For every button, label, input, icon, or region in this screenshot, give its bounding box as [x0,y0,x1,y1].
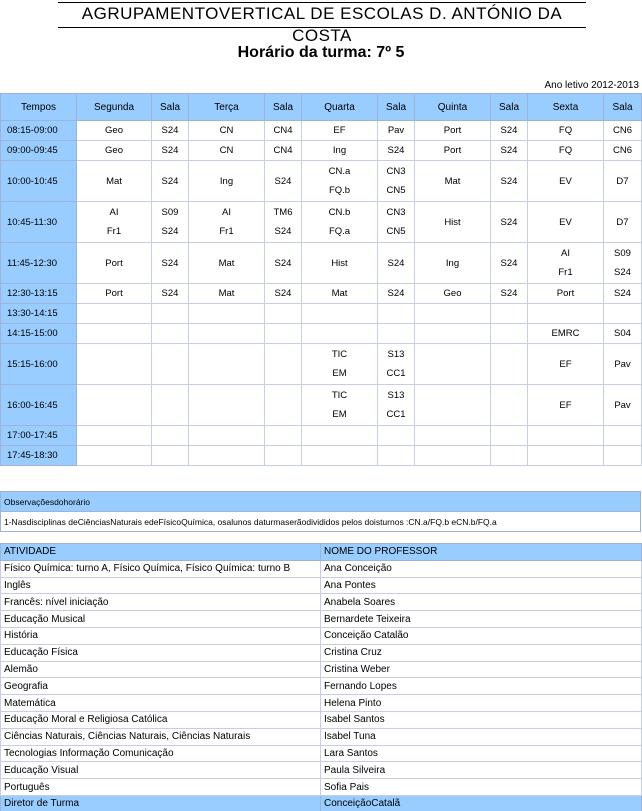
teacher-cell: Conceição Catalão [321,627,642,644]
subject-code: Port [443,145,462,156]
room-code: S24 [274,175,292,187]
teacher-row [1,745,642,762]
teacher-row [1,711,642,728]
room-cell [378,304,415,324]
room-code: CN6 [612,125,632,136]
room-cell [378,446,415,466]
room-code: CN5 [386,185,406,196]
subject-cell [302,344,378,385]
subject-code: Ing [445,257,460,269]
subject-code: AI [222,207,231,218]
subject-code: CN [219,145,234,156]
subject-cell [302,385,378,426]
subject-cell [528,304,604,324]
activity-cell: Ciências Naturais, Ciências Naturais, Ciências Naturais [1,728,321,745]
room-code: CN4 [273,145,293,156]
time-slot: 10:00-10:45 [1,161,77,202]
subject-code: EV [559,216,572,228]
subject-cell [77,385,152,426]
teacher-cell: Fernando Lopes [321,678,642,695]
room-cell [491,446,528,466]
column-header: Quinta [415,94,491,121]
time-slot: 08:15-09:00 [1,121,77,141]
subject-cell [189,344,265,385]
room-cell [604,304,642,324]
subject-cell [528,426,604,446]
time-slot: 09:00-09:45 [1,141,77,161]
subject-cell [77,243,152,284]
activity-cell: Alemão [1,661,321,678]
subject-cell [189,324,265,344]
subject-cell [189,284,265,304]
subject-code: Fr1 [219,226,234,237]
activity-cell: Educação Musical [1,611,321,628]
room-cell [152,426,189,446]
subject-cell [415,243,491,284]
subject-code: FQ [558,145,573,156]
room-cell [265,304,302,324]
subject-cell [302,141,378,161]
time-slot: 17:45-18:30 [1,446,77,466]
time-slot: 10:45-11:30 [1,202,77,243]
room-code: S24 [274,257,292,269]
subject-cell [528,161,604,202]
room-code: S24 [500,175,518,187]
teacher-cell: Paula Silveira [321,762,642,779]
teacher-cell: Isabel Santos [321,711,642,728]
subject-cell [528,385,604,426]
subject-cell [302,446,378,466]
room-cell [491,426,528,446]
subject-cell [528,284,604,304]
subject-cell [189,385,265,426]
room-cell [491,202,528,243]
time-slot: 17:00-17:45 [1,426,77,446]
column-header: Terça [189,94,265,121]
column-header: Sala [491,94,528,121]
room-code: S24 [161,125,179,136]
teacher-row [1,627,642,644]
room-cell [152,344,189,385]
subject-code: FQ.a [328,226,351,237]
subject-cell [415,121,491,141]
subject-cell [77,324,152,344]
subject-code: Ing [332,145,347,156]
subject-cell [528,446,604,466]
subject-cell [302,284,378,304]
room-cell [378,344,415,385]
time-slot: 16:00-16:45 [1,385,77,426]
room-code: CC1 [386,409,406,420]
room-code: S24 [500,257,518,269]
subject-code: Fr1 [106,226,122,237]
room-cell [604,284,642,304]
room-cell [378,243,415,284]
room-code: S24 [161,145,179,156]
room-cell [604,121,642,141]
room-code: S24 [500,145,518,156]
subject-code: Port [105,257,123,269]
teacher-cell: Cristina Cruz [321,644,642,661]
director-name: ConceiçãoCatalã [321,795,642,811]
room-code: CC1 [386,368,406,379]
subject-code: AI [561,248,570,259]
subject-code: Port [105,288,123,299]
teacher-row [1,611,642,628]
room-code: S24 [614,267,631,278]
room-code: S04 [614,328,631,339]
room-cell [265,385,302,426]
subject-cell [302,161,378,202]
room-cell [491,324,528,344]
room-cell [265,121,302,141]
teacher-row [1,644,642,661]
schedule-row [1,141,642,161]
page-title: Horário da turma: 7º 5 [237,44,405,61]
subject-code: EV [559,175,572,187]
subject-code: Geo [443,288,462,299]
subject-code: EM [332,368,347,379]
observations-title: Observaçõesdohorário [1,492,641,512]
subject-cell [415,304,491,324]
room-cell [152,324,189,344]
teacher-header: NOME DO PROFESSOR [321,544,642,561]
subject-cell [415,141,491,161]
teacher-row [1,577,642,594]
subject-cell [77,141,152,161]
teacher-cell: Isabel Tuna [321,728,642,745]
room-cell [491,243,528,284]
subject-cell [302,304,378,324]
activity-cell: Geografia [1,678,321,695]
subject-cell [189,141,265,161]
subject-cell [189,121,265,141]
room-cell [491,304,528,324]
subject-cell [528,121,604,141]
subject-code: Hist [444,216,461,228]
room-cell [152,243,189,284]
room-cell [604,141,642,161]
time-slot: 14:15-15:00 [1,324,77,344]
room-code: S24 [387,145,405,156]
subject-cell [528,141,604,161]
subject-code: Mat [218,288,235,299]
room-code: S24 [161,288,179,299]
subject-code: Ing [219,175,234,187]
observations-text: 1-Nasdisciplinas deCiênciasNaturais edeFísicoQuímica, osalunos daturmaserãodivididos pelos doisturnos :CN.a/FQ.b eCN.b/FQ.a [1,512,641,532]
activity-cell: Educação Visual [1,762,321,779]
room-cell [152,385,189,426]
subject-cell [77,202,152,243]
room-cell [491,121,528,141]
room-cell [491,385,528,426]
subject-cell [302,243,378,284]
teacher-cell: Ana Conceição [321,560,642,577]
schedule-row [1,202,642,243]
room-cell [378,324,415,344]
subject-cell [528,344,604,385]
room-cell [152,141,189,161]
school-year: Ano letivo 2012-2013 [544,80,639,91]
schedule-row [1,121,642,141]
schedule-row [1,161,642,202]
teacher-row [1,762,642,779]
schedule-row [1,344,642,385]
schedule-row [1,304,642,324]
time-slot: 12:30-13:15 [1,284,77,304]
room-cell [604,426,642,446]
subject-code: TIC [331,349,348,360]
subject-code: Port [556,288,575,299]
room-code: S09 [161,207,179,218]
subject-code: FQ.b [328,185,351,196]
schedule-row [1,243,642,284]
room-code: S24 [387,257,405,269]
room-code: S24 [161,226,179,237]
room-cell [604,202,642,243]
activity-cell: Físico Química: turno A, Físico Química, Físico Química: turno B [1,560,321,577]
room-code: S24 [500,288,518,299]
room-cell [152,446,189,466]
room-cell [265,324,302,344]
room-cell [265,161,302,202]
room-code: S24 [274,226,292,237]
room-code: S24 [500,216,518,228]
room-cell [265,344,302,385]
schedule-table [0,93,642,466]
room-cell [378,141,415,161]
subject-cell [415,324,491,344]
subject-cell [77,344,152,385]
room-code: CN3 [386,166,406,177]
room-code: S24 [500,125,518,136]
teacher-cell: Bernardete Teixeira [321,611,642,628]
room-cell [491,284,528,304]
room-cell [152,161,189,202]
room-cell [152,202,189,243]
room-cell [378,385,415,426]
subject-cell [415,426,491,446]
subject-cell [302,426,378,446]
schedule-row [1,385,642,426]
subject-code: Port [443,125,462,136]
time-slot: 11:45-12:30 [1,243,77,284]
subject-code: EMRC [551,328,580,339]
director-label: Diretor de Turma [1,795,321,811]
column-header: Quarta [302,94,378,121]
subject-code: Fr1 [558,267,573,278]
subject-cell [415,446,491,466]
subject-code: FQ [558,125,573,136]
schedule-row [1,426,642,446]
teachers-header-row [1,544,642,561]
subject-code: CN.b [328,207,351,218]
subject-code: Geo [105,145,123,156]
subject-code: TIC [331,390,348,401]
schedule-row [1,324,642,344]
column-header: Sexta [528,94,604,121]
subject-code: EM [332,409,347,420]
column-header: Tempos [1,94,77,121]
teacher-cell: Sofia Pais [321,779,642,796]
room-code: S24 [161,175,179,187]
director-row [1,795,642,811]
room-cell [491,141,528,161]
subject-cell [415,385,491,426]
subject-code: EF [559,399,572,411]
subject-cell [302,202,378,243]
room-cell [378,284,415,304]
subject-cell [415,202,491,243]
time-slot: 15:15-16:00 [1,344,77,385]
subject-cell [189,446,265,466]
room-cell [378,121,415,141]
subject-cell [189,202,265,243]
teacher-row [1,661,642,678]
subject-cell [415,161,491,202]
time-slot: 13:30-14:15 [1,304,77,324]
subject-cell [528,324,604,344]
teacher-row [1,560,642,577]
subject-code: Mat [106,175,122,187]
observations-table [0,491,641,532]
room-cell [265,243,302,284]
activity-cell: Educação Física [1,644,321,661]
room-code: CN5 [386,226,406,237]
subject-code: CN.a [328,166,351,177]
teacher-row [1,728,642,745]
room-code: S24 [274,288,292,299]
room-cell [265,426,302,446]
room-cell [604,446,642,466]
column-header: Sala [265,94,302,121]
activity-cell: Educação Moral e Religiosa Católica [1,711,321,728]
subject-cell [189,304,265,324]
room-cell [604,161,642,202]
room-code: S13 [387,349,405,360]
room-code: S24 [161,257,179,269]
room-code: S09 [614,248,631,259]
subject-cell [77,426,152,446]
room-code: CN4 [273,125,293,136]
room-code: TM6 [273,207,293,218]
room-cell [604,344,642,385]
activity-header: ATIVIDADE [1,544,321,561]
subject-code: Geo [105,125,123,136]
column-header: Segunda [77,94,152,121]
activity-cell: Inglês [1,577,321,594]
subject-cell [77,304,152,324]
subject-code: Mat [218,257,235,269]
subject-cell [189,426,265,446]
teacher-row [1,779,642,796]
subject-cell [415,344,491,385]
school-name: AGRUPAMENTOVERTICAL DE ESCOLAS D. ANTÓNIO DA COSTA [58,2,586,28]
subject-cell [77,446,152,466]
room-cell [265,284,302,304]
room-cell [604,385,642,426]
subject-cell [189,243,265,284]
subject-code: Mat [331,288,348,299]
schedule-row [1,284,642,304]
room-cell [378,202,415,243]
subject-cell [302,121,378,141]
subject-cell [77,284,152,304]
room-cell [265,141,302,161]
room-cell [378,161,415,202]
room-code: S13 [387,390,405,401]
room-code: D7 [616,216,629,228]
room-cell [152,121,189,141]
column-header: Sala [378,94,415,121]
activity-cell: Tecnologias Informação Comunicação [1,745,321,762]
subject-cell [77,121,152,141]
room-code: Pav [614,399,631,411]
room-cell [491,161,528,202]
teacher-row [1,678,642,695]
teacher-cell: Helena Pinto [321,695,642,712]
subject-cell [77,161,152,202]
subject-code: Mat [444,175,461,187]
subject-code: Hist [331,257,348,269]
room-cell [265,202,302,243]
subject-cell [528,243,604,284]
subject-cell [415,284,491,304]
teachers-table [0,543,642,811]
room-code: CN3 [386,207,406,218]
subject-cell [302,324,378,344]
teacher-cell: Ana Pontes [321,577,642,594]
room-code: Pav [614,358,631,370]
activity-cell: Francês: nível iniciação [1,594,321,611]
room-cell [265,446,302,466]
activity-cell: Matemática [1,695,321,712]
subject-code: CN [219,125,234,136]
room-cell [378,426,415,446]
teacher-cell: Cristina Weber [321,661,642,678]
room-cell [491,344,528,385]
subject-cell [528,202,604,243]
column-header: Sala [152,94,189,121]
room-code: D7 [616,175,629,187]
teacher-row [1,594,642,611]
room-code: S24 [387,288,405,299]
room-cell [604,243,642,284]
activity-cell: História [1,627,321,644]
room-cell [604,324,642,344]
schedule-header-row [1,94,642,121]
teacher-cell: Anabela Soares [321,594,642,611]
subject-code: AI [109,207,119,218]
column-header: Sala [604,94,642,121]
room-cell [152,304,189,324]
schedule-row [1,446,642,466]
subject-code: EF [559,358,572,370]
room-code: S24 [614,288,631,299]
activity-cell: Português [1,779,321,796]
subject-cell [189,161,265,202]
teacher-row [1,695,642,712]
teacher-cell: Lara Santos [321,745,642,762]
room-code: Pav [387,125,405,136]
room-cell [152,284,189,304]
room-code: CN6 [612,145,632,156]
subject-code: EF [333,125,346,136]
